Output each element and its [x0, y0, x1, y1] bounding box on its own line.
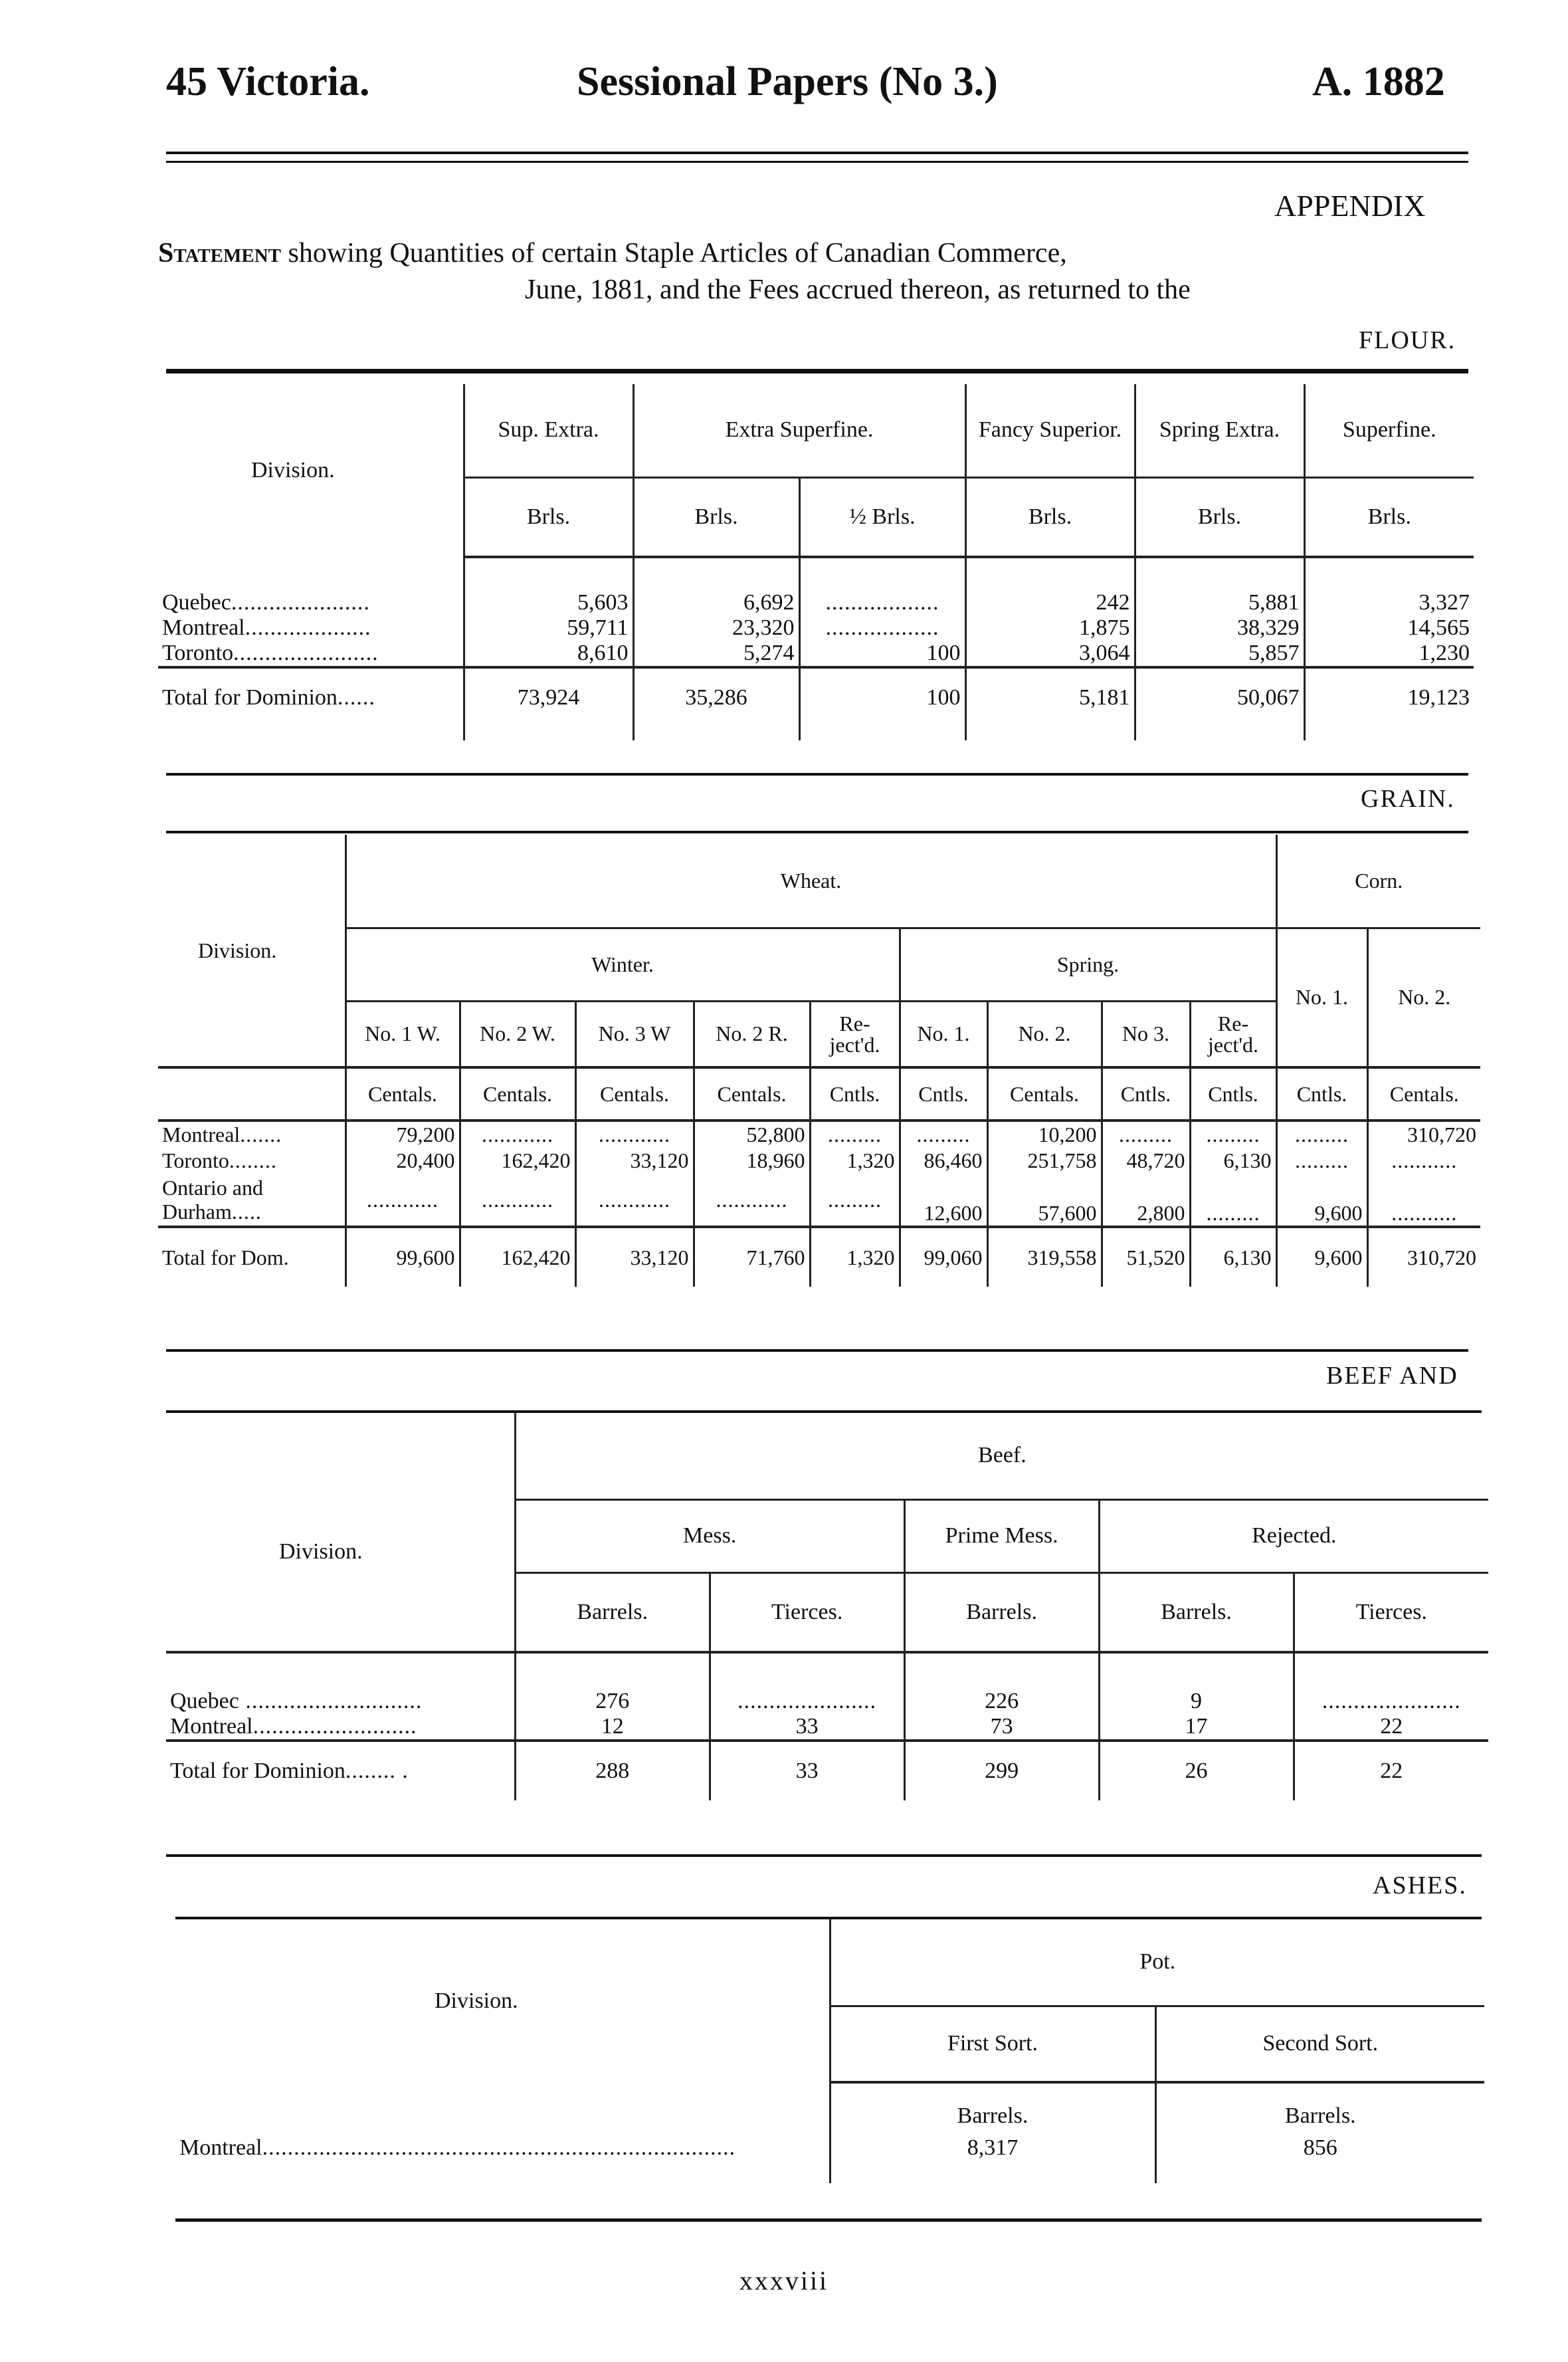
flour-cell: 5,857: [1135, 641, 1304, 667]
grain-total-cell: 71,760: [694, 1227, 810, 1287]
grain-unit: Cntls.: [900, 1067, 987, 1121]
grain-row-total: [158, 1227, 1480, 1287]
grain-col-corn-2: No. 2.: [1367, 928, 1480, 1067]
beef-table: [166, 1413, 1488, 1800]
flour-cell: 38,329: [1135, 615, 1304, 641]
flour-cell: 3,327: [1304, 590, 1474, 615]
grain-cell: 52,800: [694, 1121, 810, 1147]
grain-total-cell: 9,600: [1276, 1227, 1367, 1287]
beef-cell: 33: [710, 1714, 904, 1741]
beef-bottom-rule: [166, 1854, 1482, 1857]
flour-col-sup-extra: Sup. Extra.: [464, 384, 633, 477]
grain-col-corn: Corn.: [1276, 835, 1480, 928]
flour-total-cell: 73,924: [464, 667, 633, 727]
ashes-cell: 856: [1155, 2129, 1484, 2167]
beef-row-division: Montreal..........................: [170, 1714, 417, 1739]
page-number: xxxviii: [739, 2266, 829, 2296]
grain-cell-empty: .........: [1276, 1147, 1367, 1174]
flour-cell: 6,692: [633, 590, 799, 615]
grain-cell-empty: ............: [460, 1121, 575, 1147]
header-rule-2: [166, 161, 1468, 163]
grain-cell-empty: .........: [1190, 1174, 1276, 1227]
grain-cell: 251,758: [987, 1147, 1102, 1174]
grain-cell: 86,460: [900, 1147, 987, 1174]
grain-unit: Centals.: [460, 1067, 575, 1121]
beef-unit: Barrels.: [515, 1572, 710, 1652]
statement-lead: Statement: [158, 238, 282, 268]
grain-cell-empty: .........: [900, 1121, 987, 1147]
grain-row-division: Ontario and Durham.....: [162, 1176, 263, 1224]
grain-col-no2r: No. 2 R.: [694, 1001, 810, 1067]
grain-total-cell: 162,420: [460, 1227, 575, 1287]
grain-cell: 57,600: [987, 1174, 1102, 1227]
ashes-row-division: Montreal...........................................................................: [179, 2135, 736, 2160]
flour-col-spring-extra: Spring Extra.: [1135, 384, 1304, 477]
flour-division-header: Division.: [251, 458, 335, 483]
grain-col-corn-1: No. 1.: [1276, 928, 1367, 1067]
beef-row-total: [166, 1741, 1488, 1800]
flour-section-title: FLOUR.: [1359, 326, 1456, 354]
grain-total-label: Total for Dom.: [158, 1227, 345, 1287]
grain-cell: 48,720: [1102, 1147, 1190, 1174]
beef-division-label: Division.: [279, 1539, 363, 1564]
beef-total-cell: 33: [710, 1741, 904, 1800]
beef-cell-empty: ......................: [1294, 1689, 1488, 1714]
flour-unit-3: Brls.: [965, 477, 1135, 557]
flour-unit-0: Brls.: [464, 477, 633, 557]
flour-row-total: [158, 667, 1474, 727]
grain-bottom-rule: [166, 1349, 1468, 1352]
grain-unit: Cntls.: [1276, 1067, 1367, 1121]
beef-unit: Barrels.: [904, 1572, 1099, 1652]
flour-cell: 14,565: [1304, 615, 1474, 641]
header-right: A. 1882: [1312, 59, 1445, 104]
flour-cell: 100: [799, 641, 965, 667]
grain-cell: 20,400: [345, 1147, 460, 1174]
grain-cell: 1,320: [810, 1147, 900, 1174]
ashes-cell: 8,317: [830, 2129, 1155, 2167]
grain-table: [158, 835, 1480, 1287]
grain-unit: Cntls.: [810, 1067, 900, 1121]
grain-cell-empty: ............: [460, 1174, 575, 1227]
ashes-bottom-rule: [175, 2218, 1482, 2222]
grain-row-ontario-durham: [158, 1174, 1480, 1227]
flour-row-quebec: [158, 590, 1474, 615]
grain-cell-empty: .........: [1276, 1121, 1367, 1147]
beef-cell: 17: [1099, 1714, 1294, 1741]
header-center: Sessional Papers (No 3.): [577, 59, 998, 104]
grain-total-cell: 6,130: [1190, 1227, 1276, 1287]
ashes-col-second-sort: Second Sort.: [1155, 2006, 1484, 2082]
grain-cell-empty: ............: [575, 1121, 694, 1147]
beef-cell: 226: [904, 1689, 1099, 1714]
statement-line2: June, 1881, and the Fees accrued thereon, as returned to the: [525, 274, 1191, 305]
flour-unit-5: Brls.: [1304, 477, 1474, 557]
header-rule: [166, 152, 1468, 154]
ashes-table: [175, 1919, 1484, 2183]
flour-cell-empty: ..................: [799, 590, 965, 615]
flour-row-toronto: [158, 641, 1474, 667]
grain-row-montreal: [158, 1121, 1480, 1147]
flour-col-fancy-superior: Fancy Superior.: [965, 384, 1135, 477]
flour-cell: 5,603: [464, 590, 633, 615]
flour-table: [158, 384, 1474, 740]
flour-total-label: Total for Dominion......: [158, 667, 464, 727]
grain-total-cell: 1,320: [810, 1227, 900, 1287]
grain-unit: Centals.: [575, 1067, 694, 1121]
grain-total-cell: 319,558: [987, 1227, 1102, 1287]
grain-row-division: Montreal.......: [162, 1122, 282, 1146]
grain-cell-empty: .........: [810, 1174, 900, 1227]
grain-col-spring-no1: No. 1.: [900, 1001, 987, 1067]
grain-cell: 33,120: [575, 1147, 694, 1174]
flour-cell: 1,875: [965, 615, 1135, 641]
flour-row-division: Montreal....................: [162, 615, 371, 640]
grain-cell-empty: ...........: [1367, 1174, 1480, 1227]
grain-unit: Centals.: [1367, 1067, 1480, 1121]
grain-division-label: Division.: [198, 938, 277, 962]
grain-col-winter: Winter.: [345, 928, 900, 1001]
grain-total-cell: 51,520: [1102, 1227, 1190, 1287]
statement-line1: [158, 237, 1067, 269]
grain-col-spring-rejected: Re-ject'd.: [1190, 1001, 1276, 1067]
flour-total-cell: 100: [799, 667, 965, 727]
beef-cell-empty: ......................: [710, 1689, 904, 1714]
grain-row-toronto: [158, 1147, 1480, 1174]
grain-unit: Centals.: [694, 1067, 810, 1121]
flour-cell: 8,610: [464, 641, 633, 667]
beef-row-division: Quebec ............................: [170, 1689, 423, 1713]
flour-total-cell: 50,067: [1135, 667, 1304, 727]
beef-total-cell: 26: [1099, 1741, 1294, 1800]
beef-total-cell: 22: [1294, 1741, 1488, 1800]
ashes-col-pot: Pot.: [830, 1919, 1484, 2006]
grain-row-division: Toronto........: [162, 1148, 277, 1172]
grain-cell: 9,600: [1276, 1174, 1367, 1227]
grain-cell: 18,960: [694, 1147, 810, 1174]
grain-col-no1w: No. 1 W.: [345, 1001, 460, 1067]
ashes-section-title: ASHES.: [1373, 1872, 1467, 1899]
beef-cell: 22: [1294, 1714, 1488, 1741]
beef-cell: 9: [1099, 1689, 1294, 1714]
grain-cell-empty: ............: [345, 1174, 460, 1227]
grain-col-spring-no3: No 3.: [1102, 1001, 1190, 1067]
grain-col-wheat: Wheat.: [345, 835, 1276, 928]
ashes-unit: Barrels.: [1155, 2082, 1484, 2129]
appendix-title: APPENDIX: [1274, 189, 1426, 223]
flour-row-division: Toronto.......................: [162, 641, 379, 665]
grain-cell: 10,200: [987, 1121, 1102, 1147]
grain-unit: Centals.: [345, 1067, 460, 1121]
beef-total-cell: 288: [515, 1741, 710, 1800]
flour-unit-4: Brls.: [1135, 477, 1304, 557]
flour-cell: 242: [965, 590, 1135, 615]
grain-cell: 162,420: [460, 1147, 575, 1174]
grain-col-no2w: No. 2 W.: [460, 1001, 575, 1067]
beef-unit: Barrels.: [1099, 1572, 1294, 1652]
grain-total-cell: 99,060: [900, 1227, 987, 1287]
flour-cell: 23,320: [633, 615, 799, 641]
beef-unit: Tierces.: [1294, 1572, 1488, 1652]
grain-col-no3w: No. 3 W: [575, 1001, 694, 1067]
beef-total-label: Total for Dominion........ .: [166, 1741, 515, 1800]
flour-cell: 1,230: [1304, 641, 1474, 667]
header-left: 45 Victoria.: [166, 59, 370, 104]
flour-cell: 3,064: [965, 641, 1135, 667]
grain-unit: Cntls.: [1190, 1067, 1276, 1121]
beef-cell: 12: [515, 1714, 710, 1741]
beef-total-cell: 299: [904, 1741, 1099, 1800]
grain-col-winter-rejected: Re-ject'd.: [810, 1001, 900, 1067]
grain-unit: Cntls.: [1102, 1067, 1190, 1121]
grain-cell: 12,600: [900, 1174, 987, 1227]
beef-col-prime-mess: Prime Mess.: [904, 1499, 1099, 1572]
grain-total-cell: 310,720: [1367, 1227, 1480, 1287]
ashes-division-header: Division.: [435, 1988, 518, 2013]
grain-cell-empty: .........: [1102, 1121, 1190, 1147]
grain-total-cell: 99,600: [345, 1227, 460, 1287]
flour-unit-1: Brls.: [633, 477, 799, 557]
grain-total-cell: 33,120: [575, 1227, 694, 1287]
flour-cell: 5,274: [633, 641, 799, 667]
grain-top-rule: [166, 831, 1468, 833]
beef-cell: 73: [904, 1714, 1099, 1741]
beef-section-title: BEEF AND: [1326, 1362, 1458, 1390]
flour-row-division: Quebec......................: [162, 590, 370, 615]
ashes-col-first-sort: First Sort.: [830, 2006, 1155, 2082]
grain-cell: 2,800: [1102, 1174, 1190, 1227]
grain-cell-empty: ...........: [1367, 1147, 1480, 1174]
grain-cell-empty: ............: [575, 1174, 694, 1227]
beef-col-rejected: Rejected.: [1099, 1499, 1488, 1572]
grain-cell-empty: .........: [810, 1121, 900, 1147]
beef-col-mess: Mess.: [515, 1499, 904, 1572]
flour-cell-empty: ..................: [799, 615, 965, 641]
flour-top-rule: [166, 369, 1468, 374]
ashes-row-montreal: [175, 2129, 1484, 2167]
grain-cell: 79,200: [345, 1121, 460, 1147]
grain-division-header: [158, 835, 345, 1067]
flour-row-montreal: [158, 615, 1474, 641]
grain-cell-empty: .........: [1190, 1121, 1276, 1147]
beef-division-header: [166, 1413, 515, 1652]
flour-col-extra-superfine: Extra Superfine.: [633, 384, 965, 477]
grain-cell: 310,720: [1367, 1121, 1480, 1147]
grain-section-title: GRAIN.: [1361, 785, 1455, 813]
beef-row-quebec: [166, 1689, 1488, 1714]
grain-cell: 6,130: [1190, 1147, 1276, 1174]
flour-col-superfine: Superfine.: [1304, 384, 1474, 477]
grain-cell-empty: ............: [694, 1174, 810, 1227]
flour-cell: 59,711: [464, 615, 633, 641]
grain-col-spring: Spring.: [900, 928, 1276, 1001]
beef-cell: 276: [515, 1689, 710, 1714]
beef-col-beef: Beef.: [515, 1413, 1488, 1499]
statement-text-1: showing Quantities of certain Staple Articles of Canadian Commerce,: [288, 238, 1067, 268]
flour-cell: 5,881: [1135, 590, 1304, 615]
grain-col-spring-no2: No. 2.: [987, 1001, 1102, 1067]
flour-unit-2: ½ Brls.: [799, 477, 965, 557]
beef-row-montreal: [166, 1714, 1488, 1741]
beef-unit: Tierces.: [710, 1572, 904, 1652]
flour-total-cell: 5,181: [965, 667, 1135, 727]
flour-total-cell: 19,123: [1304, 667, 1474, 727]
flour-total-cell: 35,286: [633, 667, 799, 727]
grain-unit: Centals.: [987, 1067, 1102, 1121]
flour-bottom-rule: [166, 773, 1468, 776]
ashes-unit: Barrels.: [830, 2082, 1155, 2129]
